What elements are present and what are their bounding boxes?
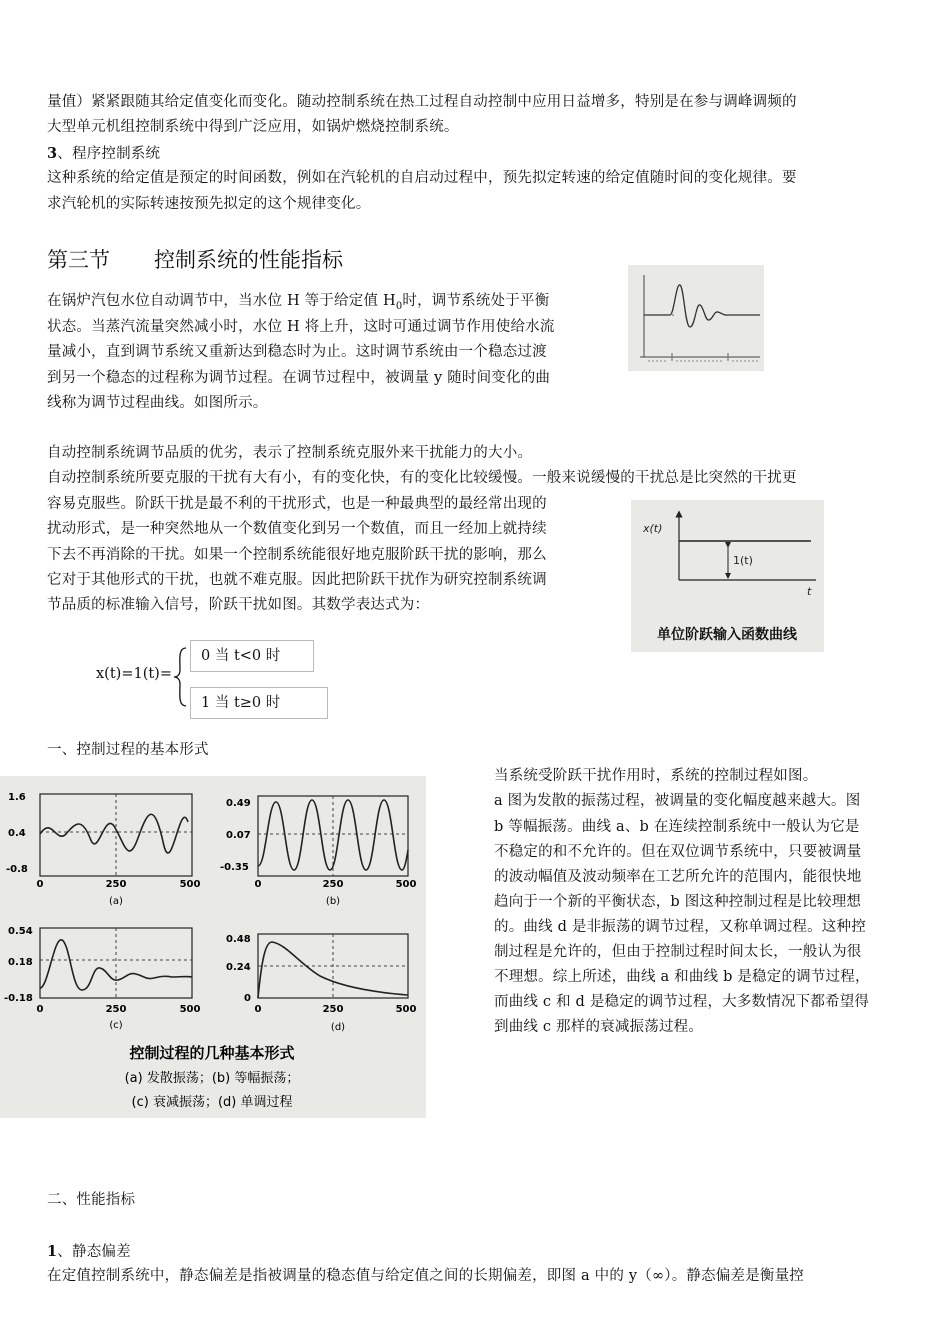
tick-label: 250 bbox=[322, 879, 344, 890]
paragraph-line: 求汽轮机的实际转速按预先拟定的这个规律变化。 bbox=[47, 196, 371, 212]
tick-label: 250 bbox=[105, 1004, 127, 1015]
paragraph-line: 到另一个稳态的过程称为调节过程。在调节过程中，被调量 y 随时间变化的曲 bbox=[47, 370, 551, 386]
paragraph-line: 容易克服些。阶跃干扰是最不利的干扰形式，也是一种最典型的最经常出现的 bbox=[47, 496, 547, 512]
formula-case-1: 0 当 t<0 时 bbox=[190, 640, 314, 672]
panel-c bbox=[4, 926, 200, 1031]
subsection-heading: 一、控制过程的基本形式 bbox=[47, 742, 209, 758]
step-caption: 单位阶跃输入函数曲线 bbox=[657, 627, 797, 643]
tick-label: -0.8 bbox=[6, 864, 28, 875]
paragraph-line: 量减小，直到调节系统又重新达到稳态时为止。这时调节系统由一个稳态过渡 bbox=[47, 344, 547, 360]
paragraph-line: 制过程是允许的，但由于控制过程时间太长，一般认为很 bbox=[494, 944, 862, 960]
tick-label: 0.4 bbox=[8, 828, 26, 839]
paragraph-line: 不稳定的和不允许的。但在双位调节系统中，只要被调量 bbox=[494, 844, 862, 860]
paragraph-line: 在定值控制系统中，静态偏差是指被调量的稳态值与给定值之间的长期偏差，即图 a 中的 y（∞）。静态偏差是衡量控 bbox=[47, 1268, 804, 1284]
tick-label: 500 bbox=[395, 879, 417, 890]
tick-label: 0 bbox=[254, 1004, 262, 1015]
panel-label: (d) bbox=[330, 1022, 346, 1033]
paragraph-line: 自动控制系统所要克服的干扰有大有小，有的变化快，有的变化比较缓慢。一般来说缓慢的干扰总是比突然的干扰更 bbox=[47, 470, 797, 486]
paragraph-line: 状态。当蒸汽流量突然减小时，水位 H 将上升，这时可通过调节作用使给水流 bbox=[47, 319, 555, 335]
paragraph-line: b 等幅振荡。曲线 a、b 在连续控制系统中一般认为它是 bbox=[494, 819, 860, 835]
tick-label: -0.35 bbox=[220, 862, 249, 873]
paragraph-line: 当系统受阶跃干扰作用时，系统的控制过程如图。 bbox=[494, 768, 818, 784]
panel-b bbox=[220, 796, 416, 907]
paragraph-line: 趋向于一个新的平衡状态，b 图这种控制过程是比较理想 bbox=[494, 894, 862, 910]
section-number: 第三节 bbox=[47, 248, 110, 272]
tick-label: 0.54 bbox=[8, 926, 33, 937]
paragraph-line: 这种系统的给定值是预定的时间函数，例如在汽轮机的自启动过程中，预先拟定转速的给定值随时间的变化规律。要 bbox=[47, 170, 797, 186]
tick-label: 0.07 bbox=[226, 830, 251, 841]
tick-label: 1.6 bbox=[8, 792, 26, 803]
step-input-figure bbox=[631, 500, 824, 652]
step-xlabel: t bbox=[807, 585, 812, 598]
panel-label: (c) bbox=[109, 1020, 123, 1031]
tick-label: 250 bbox=[322, 1004, 344, 1015]
panel-label: (b) bbox=[325, 896, 341, 907]
paragraph-line: 大型单元机组控制系统中得到广泛应用，如锅炉燃烧控制系统。 bbox=[47, 119, 459, 135]
formula-brace bbox=[172, 646, 190, 708]
step-label: 1(t) bbox=[733, 554, 753, 567]
subsection-title bbox=[47, 1239, 131, 1265]
text-run: 在锅炉汽包水位自动调节中，当水位 H 等于给定值 H bbox=[47, 293, 396, 309]
tick-label: 250 bbox=[105, 879, 127, 890]
formula-lhs: x(t)=1(t)= bbox=[96, 666, 172, 682]
subsection-title bbox=[47, 141, 160, 167]
tick-label: 500 bbox=[179, 879, 201, 890]
paragraph-line: 到曲线 c 那样的衰减振荡过程。 bbox=[494, 1019, 704, 1035]
paragraph-line: 的波动幅值及波动频率在工艺所允许的范围内，能很快地 bbox=[494, 869, 862, 885]
forms-legend-1: (a) 发散振荡；(b) 等幅振荡； bbox=[124, 1071, 300, 1086]
tick-label: 500 bbox=[395, 1004, 417, 1015]
control-forms-svg bbox=[0, 776, 426, 1118]
tick-label: 500 bbox=[179, 1004, 201, 1015]
paragraph-line: 节品质的标准输入信号，阶跃干扰如图。其数学表达式为： bbox=[47, 597, 430, 613]
section-title: 控制系统的性能指标 bbox=[154, 248, 343, 272]
forms-legend-2: (c) 衰减振荡；(d) 单调过程 bbox=[131, 1095, 293, 1110]
paragraph-line: 它对于其他形式的干扰，也就不难克服。因此把阶跃干扰作为研究控制系统调 bbox=[47, 572, 547, 588]
tick-label: 0.49 bbox=[226, 798, 251, 809]
regulation-curve-figure bbox=[628, 265, 764, 371]
subsection-text: 、程序控制系统 bbox=[57, 146, 161, 162]
panel-a bbox=[6, 792, 200, 907]
tick-label: 0.18 bbox=[8, 957, 33, 968]
tick-label: 0.48 bbox=[226, 934, 251, 945]
paragraph-line: 不理想。综上所述，曲线 a 和曲线 b 是稳定的调节过程， bbox=[494, 969, 870, 985]
text-run: 时，调节系统处于平衡 bbox=[402, 293, 550, 309]
subsection-number: 1 bbox=[47, 1243, 58, 1260]
paragraph-line: 的。曲线 d 是非振荡的调节过程，又称单调过程。这种控 bbox=[494, 919, 866, 935]
panel-d bbox=[226, 934, 416, 1033]
tick-label: 0 bbox=[244, 993, 251, 1004]
step-input-svg bbox=[631, 500, 824, 652]
forms-caption: 控制过程的几种基本形式 bbox=[129, 1044, 295, 1062]
paragraph-line: 自动控制系统调节品质的优劣，表示了控制系统克服外来干扰能力的大小。 bbox=[47, 445, 533, 461]
regulation-curve-svg bbox=[628, 265, 764, 371]
tick-label: 0 bbox=[36, 1004, 44, 1015]
paragraph-line: 线称为调节过程曲线。如图所示。 bbox=[47, 395, 268, 411]
subsection-number: 3 bbox=[47, 145, 58, 162]
subscript: 0 bbox=[395, 300, 403, 312]
subsection-heading: 二、性能指标 bbox=[47, 1192, 136, 1208]
tick-label: 0 bbox=[36, 879, 44, 890]
control-forms-figure bbox=[0, 776, 426, 1118]
paragraph-line: 下去不再消除的干扰。如果一个控制系统能很好地克服阶跃干扰的影响，那么 bbox=[47, 547, 547, 563]
paragraph-line: 而曲线 c 和 d 是稳定的调节过程，大多数情况下都希望得 bbox=[494, 994, 870, 1010]
panel-label: (a) bbox=[109, 896, 123, 907]
paragraph-line: a 图为发散的振荡过程，被调量的变化幅度越来越大。图 bbox=[494, 793, 861, 809]
tick-label: 0 bbox=[254, 879, 262, 890]
formula-case-2: 1 当 t≥0 时 bbox=[190, 687, 328, 719]
section-heading bbox=[47, 245, 343, 275]
tick-label: -0.18 bbox=[4, 993, 33, 1004]
paragraph-line: 量值）紧紧跟随其给定值变化而变化。随动控制系统在热工过程自动控制中应用日益增多，特别是在参与调峰调频的 bbox=[47, 94, 797, 110]
step-ylabel: x(t) bbox=[643, 522, 663, 535]
paragraph-line: 扰动形式，是一种突然地从一个数值变化到另一个数值，而且一经加上就持续 bbox=[47, 521, 547, 537]
subsection-text: 、静态偏差 bbox=[57, 1244, 131, 1260]
tick-label: 0.24 bbox=[226, 962, 251, 973]
